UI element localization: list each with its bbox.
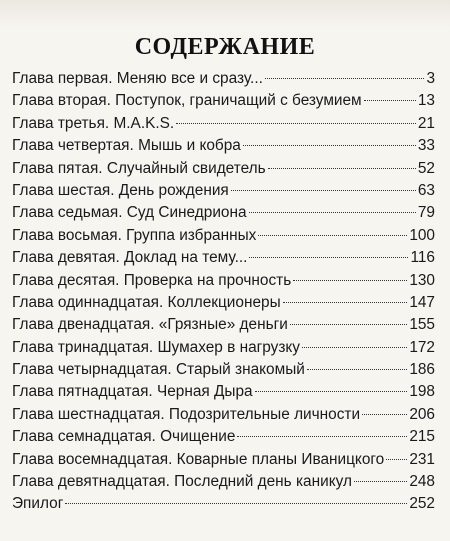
- toc-dot-leader: [307, 369, 407, 370]
- toc-entry-title: Глава вторая. Поступок, граничащий с безумием: [12, 92, 362, 110]
- toc-entry: [12, 493, 435, 515]
- toc-dot-leader: [293, 280, 407, 281]
- toc-dot-leader: [386, 459, 407, 460]
- toc-entry: [12, 314, 435, 336]
- toc-entry: [12, 247, 435, 269]
- toc-entry-title: Глава девятая. Доклад на тему...: [12, 249, 248, 267]
- toc-entry-title: Глава третья. M.A.K.S.: [12, 114, 175, 132]
- toc-entry-page-number: 33: [417, 137, 435, 155]
- toc-entry-title: Глава тринадцатая. Шумахер в нагрузку: [12, 338, 301, 356]
- toc-entry-title: Глава шестая. День рождения: [12, 181, 229, 199]
- toc-entry-title: Глава четырнадцатая. Старый знакомый: [12, 361, 305, 379]
- toc-entry-page-number: 252: [409, 495, 435, 513]
- toc-dot-leader: [255, 391, 408, 392]
- toc-entry: [12, 202, 435, 224]
- toc-entry-page-number: 130: [409, 271, 435, 289]
- toc-entry: [12, 270, 435, 292]
- toc-entry-page-number: 63: [417, 181, 435, 199]
- toc-entry-page-number: 186: [409, 361, 435, 379]
- toc-entry: [12, 426, 435, 448]
- toc-dot-leader: [258, 235, 407, 236]
- toc-entry-page-number: 155: [409, 316, 435, 334]
- toc-dot-leader: [243, 145, 416, 146]
- toc-entry-title: Глава седьмая. Суд Синедриона: [12, 204, 247, 222]
- toc-entry: [12, 292, 435, 314]
- toc-entry: [12, 90, 435, 112]
- toc-entry: [12, 449, 435, 471]
- toc-dot-leader: [290, 324, 407, 325]
- page-title: СОДЕРЖАНИЕ: [134, 34, 316, 60]
- toc-entry-title: Глава шестнадцатая. Подозрительные личности: [12, 405, 361, 423]
- toc-dot-leader: [237, 436, 407, 437]
- toc-entry: [12, 68, 435, 90]
- toc-dot-leader: [231, 190, 416, 191]
- toc-entry: [12, 404, 435, 426]
- toc-entry-page-number: 198: [409, 383, 435, 401]
- toc-entry-title: Глава одиннадцатая. Коллекционеры: [12, 293, 281, 311]
- page-top-bleed: [0, 0, 450, 28]
- toc-entry-page-number: 231: [409, 450, 435, 468]
- toc-entry-page-number: 206: [409, 405, 435, 423]
- toc-dot-leader: [249, 212, 416, 213]
- toc-dot-leader: [364, 100, 416, 101]
- toc-entry: [12, 359, 435, 381]
- toc-entry-title: Глава девятнадцатая. Последний день каникул: [12, 473, 352, 491]
- toc-entry-page-number: 3: [426, 70, 435, 87]
- toc-entry-page-number: 52: [417, 159, 435, 177]
- toc-entry-title: Глава пятая. Случайный свидетель: [12, 159, 266, 177]
- toc-entry-page-number: 79: [417, 204, 435, 222]
- toc-entry: [12, 113, 435, 135]
- toc-dot-leader: [354, 481, 407, 482]
- toc-entry-title: Глава пятнадцатая. Черная Дыра: [12, 383, 253, 401]
- toc-entry-page-number: 21: [417, 114, 435, 132]
- toc-dot-leader: [249, 257, 408, 258]
- toc-entry-page-number: 116: [410, 249, 435, 267]
- toc-entry-title: Глава первая. Меняю все и сразу...: [12, 70, 263, 87]
- toc-entry-page-number: 215: [409, 428, 435, 446]
- toc-dot-leader: [268, 168, 416, 169]
- toc-entry: [12, 135, 435, 157]
- toc-dot-leader: [362, 414, 407, 415]
- toc-entry-title: Глава восьмая. Группа избранных: [12, 226, 257, 244]
- toc-entry-title: Глава десятая. Проверка на прочность: [12, 271, 292, 289]
- toc-entry: [12, 471, 435, 493]
- toc-entry: [12, 225, 435, 247]
- table-of-contents: [12, 68, 435, 516]
- toc-entry-title: Глава восемнадцатая. Коварные планы Иваницкого: [12, 450, 385, 468]
- toc-dot-leader: [265, 78, 425, 79]
- toc-entry: [12, 158, 435, 180]
- toc-entry-title: Глава семнадцатая. Очищение: [12, 428, 236, 446]
- toc-entry-title: Эпилог: [12, 495, 64, 513]
- toc-dot-leader: [176, 123, 416, 124]
- toc-entry-page-number: 172: [409, 338, 435, 356]
- toc-entry: [12, 381, 435, 403]
- toc-entry: [12, 337, 435, 359]
- toc-dot-leader: [65, 503, 407, 504]
- toc-entry-page-number: 248: [409, 473, 435, 491]
- toc-dot-leader: [302, 347, 407, 348]
- toc-entry: [12, 180, 435, 202]
- toc-entry-page-number: 100: [409, 226, 435, 244]
- toc-entry-page-number: 13: [417, 92, 435, 110]
- toc-dot-leader: [283, 302, 408, 303]
- toc-entry-title: Глава четвертая. Мышь и кобра: [12, 137, 241, 155]
- toc-entry-page-number: 147: [409, 293, 435, 311]
- toc-entry-title: Глава двенадцатая. «Грязные» деньги: [12, 316, 288, 334]
